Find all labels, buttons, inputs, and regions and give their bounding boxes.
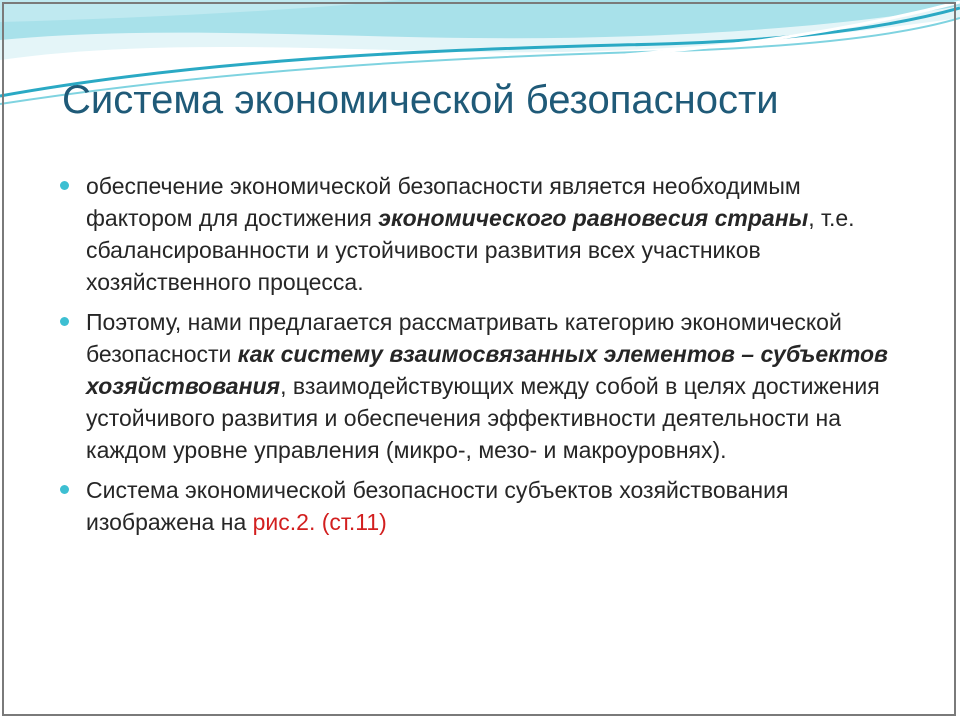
bullet-1-emphasis: экономического равновесия страны bbox=[378, 205, 809, 231]
bullet-item-1 bbox=[56, 170, 896, 298]
bullet-dot-icon bbox=[60, 317, 69, 326]
figure-reference-link[interactable]: рис.2. bbox=[252, 509, 316, 535]
bullet-2-text: Поэтому, нами предлагается рассматривать категорию экономической безопасности bbox=[86, 309, 842, 367]
bullet-2-emphasis: как систему взаимосвязанных элементов – субъектов хозяйствования bbox=[86, 341, 888, 399]
bullet-dot-icon bbox=[60, 485, 69, 494]
bullet-1-text-end: , т.е. сбалансированности и устойчивости развития всех участников хозяйственного процесса. bbox=[86, 205, 855, 295]
bullet-item-3 bbox=[56, 474, 896, 538]
bullet-item-2 bbox=[56, 306, 896, 466]
slide-title: Система экономической безопасности bbox=[62, 78, 779, 122]
bullet-list bbox=[56, 170, 896, 546]
bullet-dot-icon bbox=[60, 181, 69, 190]
bullet-3-text: Система экономической безопасности субъектов хозяйствования изображена на bbox=[86, 477, 789, 535]
bullet-2-text-end: , взаимодействующих между собой в целях достижения устойчивого развития и обеспечения эффективности деятельности на каждом уровне управления (микро-, мезо- и макроуровнях). bbox=[86, 373, 880, 463]
page-reference: (ст.11) bbox=[315, 509, 387, 535]
bullet-1-text: обеспечение экономической безопасности является необходимым фактором для достижения bbox=[86, 173, 801, 231]
